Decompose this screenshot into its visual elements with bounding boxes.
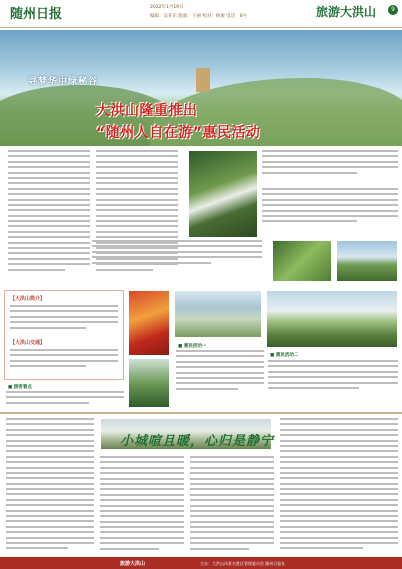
footer-credits: 主办：大洪山风景名胜区管理委员会 随州日报社 xyxy=(200,560,286,566)
temple-illustration xyxy=(196,68,210,92)
story-headline: 小城喧且暖，心归是静宁 xyxy=(120,434,275,449)
autumn-leaves-photo xyxy=(128,290,170,356)
article-column xyxy=(280,418,398,552)
page-footer xyxy=(0,557,402,569)
hero-slogan: 寻梦华中绿秘谷 xyxy=(28,77,99,87)
forest-photo xyxy=(272,240,332,282)
section-divider xyxy=(0,412,402,414)
article-column xyxy=(262,188,398,236)
article-column xyxy=(6,391,124,409)
info-box-heading: 【大洪山简介】 xyxy=(10,296,46,302)
article-column xyxy=(176,350,264,408)
subheading: ■ 惠民活动一 xyxy=(178,344,207,349)
mountain-landscape-photo xyxy=(266,290,398,348)
page-header xyxy=(0,0,402,28)
mountain-photo xyxy=(336,240,398,282)
article-column xyxy=(190,456,274,552)
info-box-subheading: 【大洪山交通】 xyxy=(10,340,46,346)
article-column xyxy=(268,360,398,408)
forest-photo xyxy=(128,358,170,408)
footer-section: 旅游大洪山 xyxy=(120,561,146,567)
info-box-text xyxy=(10,305,118,335)
page-number: 9 xyxy=(388,5,398,15)
waterfall-photo xyxy=(188,150,258,238)
newspaper-name: 随州日报 xyxy=(10,7,63,22)
article-column xyxy=(6,418,94,552)
issue-date: 2022年1月19日 xyxy=(150,5,184,10)
article-column xyxy=(92,240,262,270)
hero-banner xyxy=(0,30,402,146)
article-column xyxy=(262,150,398,182)
subheading: ■ 游客看点 xyxy=(8,385,32,390)
subheading: ■ 惠民活动二 xyxy=(270,353,299,358)
headline-line-1: 大洪山隆重推出 xyxy=(96,103,198,119)
editor-line: 编辑：吴亚东 版面：王丽 校对：杨俊 电话：8号 xyxy=(150,14,248,19)
article-column xyxy=(100,456,184,552)
article-column xyxy=(8,150,90,285)
info-box xyxy=(4,290,124,380)
section-title: 旅游大洪山 xyxy=(316,5,377,19)
info-box-text xyxy=(10,349,118,377)
headline-line-2: “随州人自在游”惠民活动 xyxy=(96,125,261,141)
building-photo xyxy=(174,290,262,338)
